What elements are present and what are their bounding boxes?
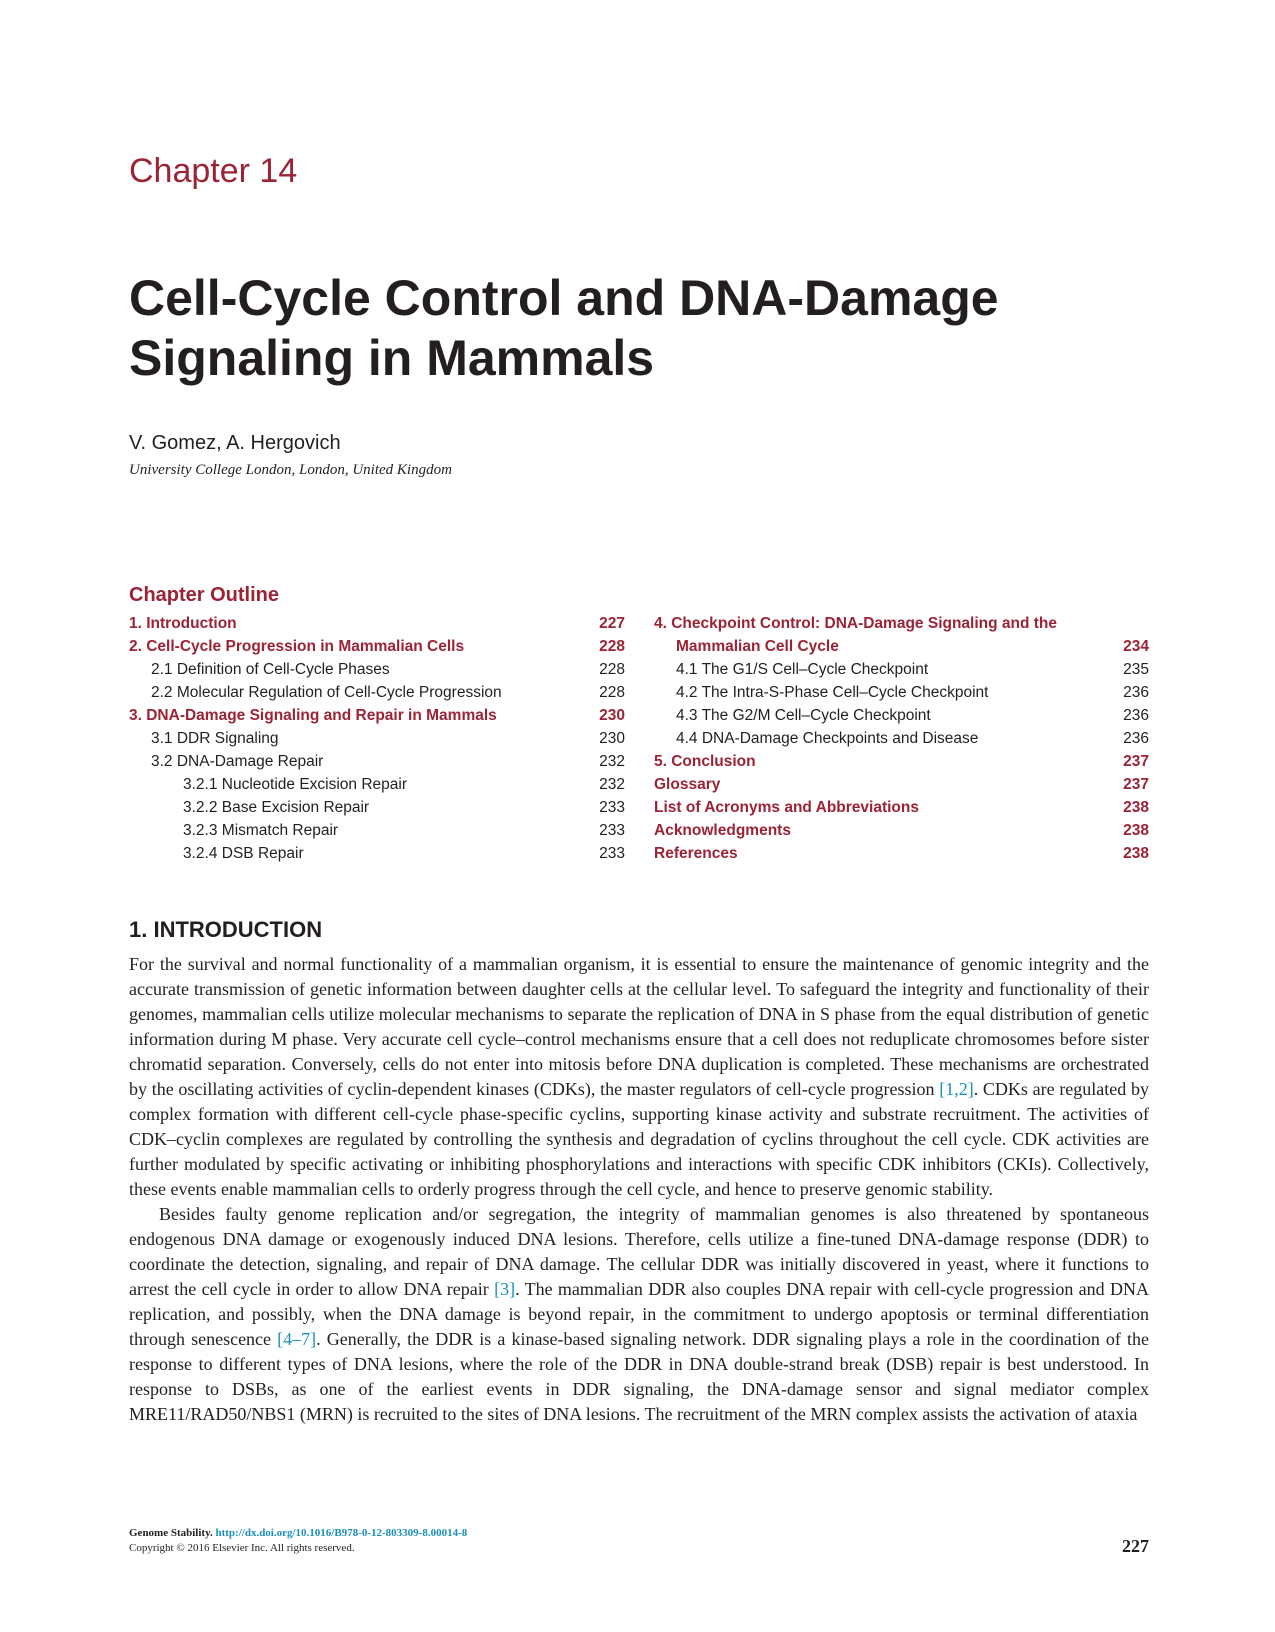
outline-left-column xyxy=(129,612,625,865)
paragraph xyxy=(129,1202,1149,1427)
journal-name: Genome Stability. xyxy=(129,1527,213,1539)
toc-entry-page: 238 xyxy=(1123,845,1149,862)
toc-entry[interactable] xyxy=(654,750,1149,773)
toc-entry[interactable] xyxy=(129,612,625,635)
toc-entry-page: 233 xyxy=(599,822,625,839)
toc-entry[interactable] xyxy=(654,658,1149,681)
outline-right-column xyxy=(654,612,1149,865)
toc-entry-page: 232 xyxy=(599,753,625,770)
toc-entry[interactable] xyxy=(129,681,625,704)
toc-entry-text: 4. Checkpoint Control: DNA-Damage Signaling and the xyxy=(654,615,1058,632)
toc-entry-page: 234 xyxy=(1123,638,1149,655)
toc-entry[interactable] xyxy=(129,727,625,750)
toc-entry[interactable] xyxy=(654,681,1149,704)
toc-entry-text: 2.1 Definition of Cell-Cycle Phases xyxy=(151,661,390,678)
toc-entry-text: References xyxy=(654,845,738,862)
toc-entry[interactable] xyxy=(654,635,1149,658)
paragraph-text: . CDKs are regulated by complex formation with different cell-cycle phase-specific cyclins, supporting kinase activity and substrate recruitment. The activities of CDK–cyclin complexes are regulated by controlling the synthesis and degradation of cyclins throughout the cell cycle. CDK activities are further modulated by specific activating or inhibiting phosphorylations and interactions with specific CDK inhibitors (CKIs). Collectively, these events enable mammalian cells to orderly progress through the cell cycle, and hence to preserve genomic stability. xyxy=(129,1079,1149,1199)
toc-entry-text: 3.1 DDR Signaling xyxy=(151,730,279,747)
toc-entry[interactable] xyxy=(654,819,1149,842)
chapter-label: Chapter 14 xyxy=(129,152,298,190)
citation-link[interactable]: [3] xyxy=(494,1279,516,1299)
citation-link[interactable]: [1,2] xyxy=(939,1079,974,1099)
toc-entry[interactable] xyxy=(654,773,1149,796)
outline-title: Chapter Outline xyxy=(129,584,280,606)
toc-entry[interactable] xyxy=(129,773,625,796)
toc-entry-text: Acknowledgments xyxy=(654,822,791,839)
toc-entry-text: 5. Conclusion xyxy=(654,753,756,770)
toc-entry-page: 230 xyxy=(599,730,625,747)
toc-entry-text: 3. DNA-Damage Signaling and Repair in Mammals xyxy=(129,707,497,724)
authors: V. Gomez, A. Hergovich xyxy=(129,432,341,454)
toc-entry-page: 232 xyxy=(599,776,625,793)
paragraph-text: For the survival and normal functionality of a mammalian organism, it is essential to ensure the maintenance of genomic integrity and the accurate transmission of genetic information between daughter cells at the cellular level. To safeguard the integrity and functionality of their genomes, mammalian cells utilize molecular mechanisms to separate the replication of DNA in S phase from the equal distribution of genetic information during M phase. Very accurate cell cycle–control mechanisms ensure that a cell does not reduplicate chromosomes before sister chromatid separation. Conversely, cells do not enter into mitosis before DNA duplication is completed. These mechanisms are orchestrated by the oscillating activities of cyclin-dependent kinases (CDKs), the master regulators of cell-cycle progression xyxy=(129,954,1149,1099)
toc-entry-text: 3.2.3 Mismatch Repair xyxy=(183,822,339,839)
toc-entry-page: 228 xyxy=(599,684,625,701)
toc-entry-page: 238 xyxy=(1123,799,1149,816)
toc-entry-text: 3.2.1 Nucleotide Excision Repair xyxy=(183,776,408,793)
toc-entry[interactable] xyxy=(129,704,625,727)
toc-entry-text: Mammalian Cell Cycle xyxy=(676,638,839,655)
toc-entry-text: List of Acronyms and Abbreviations xyxy=(654,799,919,816)
paragraph-text: . Generally, the DDR is a kinase-based signaling network. DDR signaling plays a role in the coordination of the response to different types of DNA lesions, where the role of the DDR in DNA double-strand break (DSB) repair is best understood. In response to DSBs, as one of the earliest events in DDR signaling, the DNA-damage sensor and signal mediator complex MRE11/RAD50/NBS1 (MRN) is recruited to the sites of DNA lesions. The recruitment of the MRN complex assists the activation of ataxia xyxy=(129,1329,1149,1424)
toc-entry-page: 230 xyxy=(599,707,625,724)
toc-entry[interactable] xyxy=(654,842,1149,865)
chapter-title-line-2: Signaling in Mammals xyxy=(129,330,655,386)
toc-entry-page: 237 xyxy=(1123,776,1149,793)
toc-entry-text: 2. Cell-Cycle Progression in Mammalian Cells xyxy=(129,638,465,655)
toc-entry[interactable] xyxy=(129,750,625,773)
toc-entry[interactable] xyxy=(654,612,1149,635)
toc-entry-text: 4.2 The Intra-S-Phase Cell–Cycle Checkpoint xyxy=(676,684,989,701)
toc-entry-text: 3.2 DNA-Damage Repair xyxy=(151,753,324,770)
toc-entry-page: 236 xyxy=(1123,684,1149,701)
toc-entry-page: 236 xyxy=(1123,730,1149,747)
doi-link[interactable]: http://dx.doi.org/10.1016/B978-0-12-803309-8.00014-8 xyxy=(215,1527,468,1539)
toc-entry-text: 3.2.4 DSB Repair xyxy=(183,845,304,862)
toc-entry-page: 238 xyxy=(1123,822,1149,839)
toc-entry-page: 233 xyxy=(599,845,625,862)
paragraph xyxy=(129,952,1149,1202)
toc-entry-page: 236 xyxy=(1123,707,1149,724)
chapter-title-line-1: Cell-Cycle Control and DNA-Damage xyxy=(129,270,999,326)
toc-entry-text: 2.2 Molecular Regulation of Cell-Cycle Progression xyxy=(151,684,502,701)
paragraph-text: . The mammalian DDR also couples DNA repair with cell-cycle progression and DNA replication, and possibly, when the DNA damage is beyond repair, in the commitment to undergo apoptosis or terminal differentiation through senescence xyxy=(129,1279,1149,1349)
footer-citation xyxy=(129,1526,467,1556)
toc-entry[interactable] xyxy=(129,658,625,681)
toc-entry-text: 1. Introduction xyxy=(129,615,237,632)
toc-entry-text: 4.3 The G2/M Cell–Cycle Checkpoint xyxy=(676,707,931,724)
affiliation: University College London, London, United Kingdom xyxy=(129,462,452,478)
toc-entry-text: 3.2.2 Base Excision Repair xyxy=(183,799,370,816)
toc-entry[interactable] xyxy=(129,796,625,819)
toc-entry-page: 227 xyxy=(599,615,625,632)
toc-entry[interactable] xyxy=(654,796,1149,819)
toc-entry-text: 4.4 DNA-Damage Checkpoints and Disease xyxy=(676,730,979,747)
toc-entry[interactable] xyxy=(129,819,625,842)
toc-entry-page: 233 xyxy=(599,799,625,816)
section-heading-introduction: 1. INTRODUCTION xyxy=(129,917,323,942)
toc-entry-page: 235 xyxy=(1123,661,1149,678)
chapter-title xyxy=(129,268,1149,388)
citation-link[interactable]: [4–7] xyxy=(277,1329,317,1349)
toc-entry-page: 228 xyxy=(599,661,625,678)
toc-entry-text: 4.1 The G1/S Cell–Cycle Checkpoint xyxy=(676,661,929,678)
body-text xyxy=(129,952,1149,1427)
copyright-notice: Copyright © 2016 Elsevier Inc. All rights reserved. xyxy=(129,1542,355,1554)
toc-entry-text: Glossary xyxy=(654,776,721,793)
paragraph-text: Besides faulty genome replication and/or segregation, the integrity of mammalian genomes is also threatened by spontaneous endogenous DNA damage or exogenously induced DNA lesions. Therefore, cells utilize a fine-tuned DNA-damage response (DDR) to coordinate the detection, signaling, and repair of DNA damage. The cellular DDR was initially discovered in yeast, where it functions to arrest the cell cycle in order to allow DNA repair xyxy=(129,1204,1149,1299)
page-number: 227 xyxy=(1122,1536,1149,1556)
toc-entry[interactable] xyxy=(654,704,1149,727)
toc-entry-page: 237 xyxy=(1123,753,1149,770)
toc-entry[interactable] xyxy=(129,842,625,865)
toc-entry-page: 228 xyxy=(599,638,625,655)
toc-entry[interactable] xyxy=(654,727,1149,750)
toc-entry[interactable] xyxy=(129,635,625,658)
